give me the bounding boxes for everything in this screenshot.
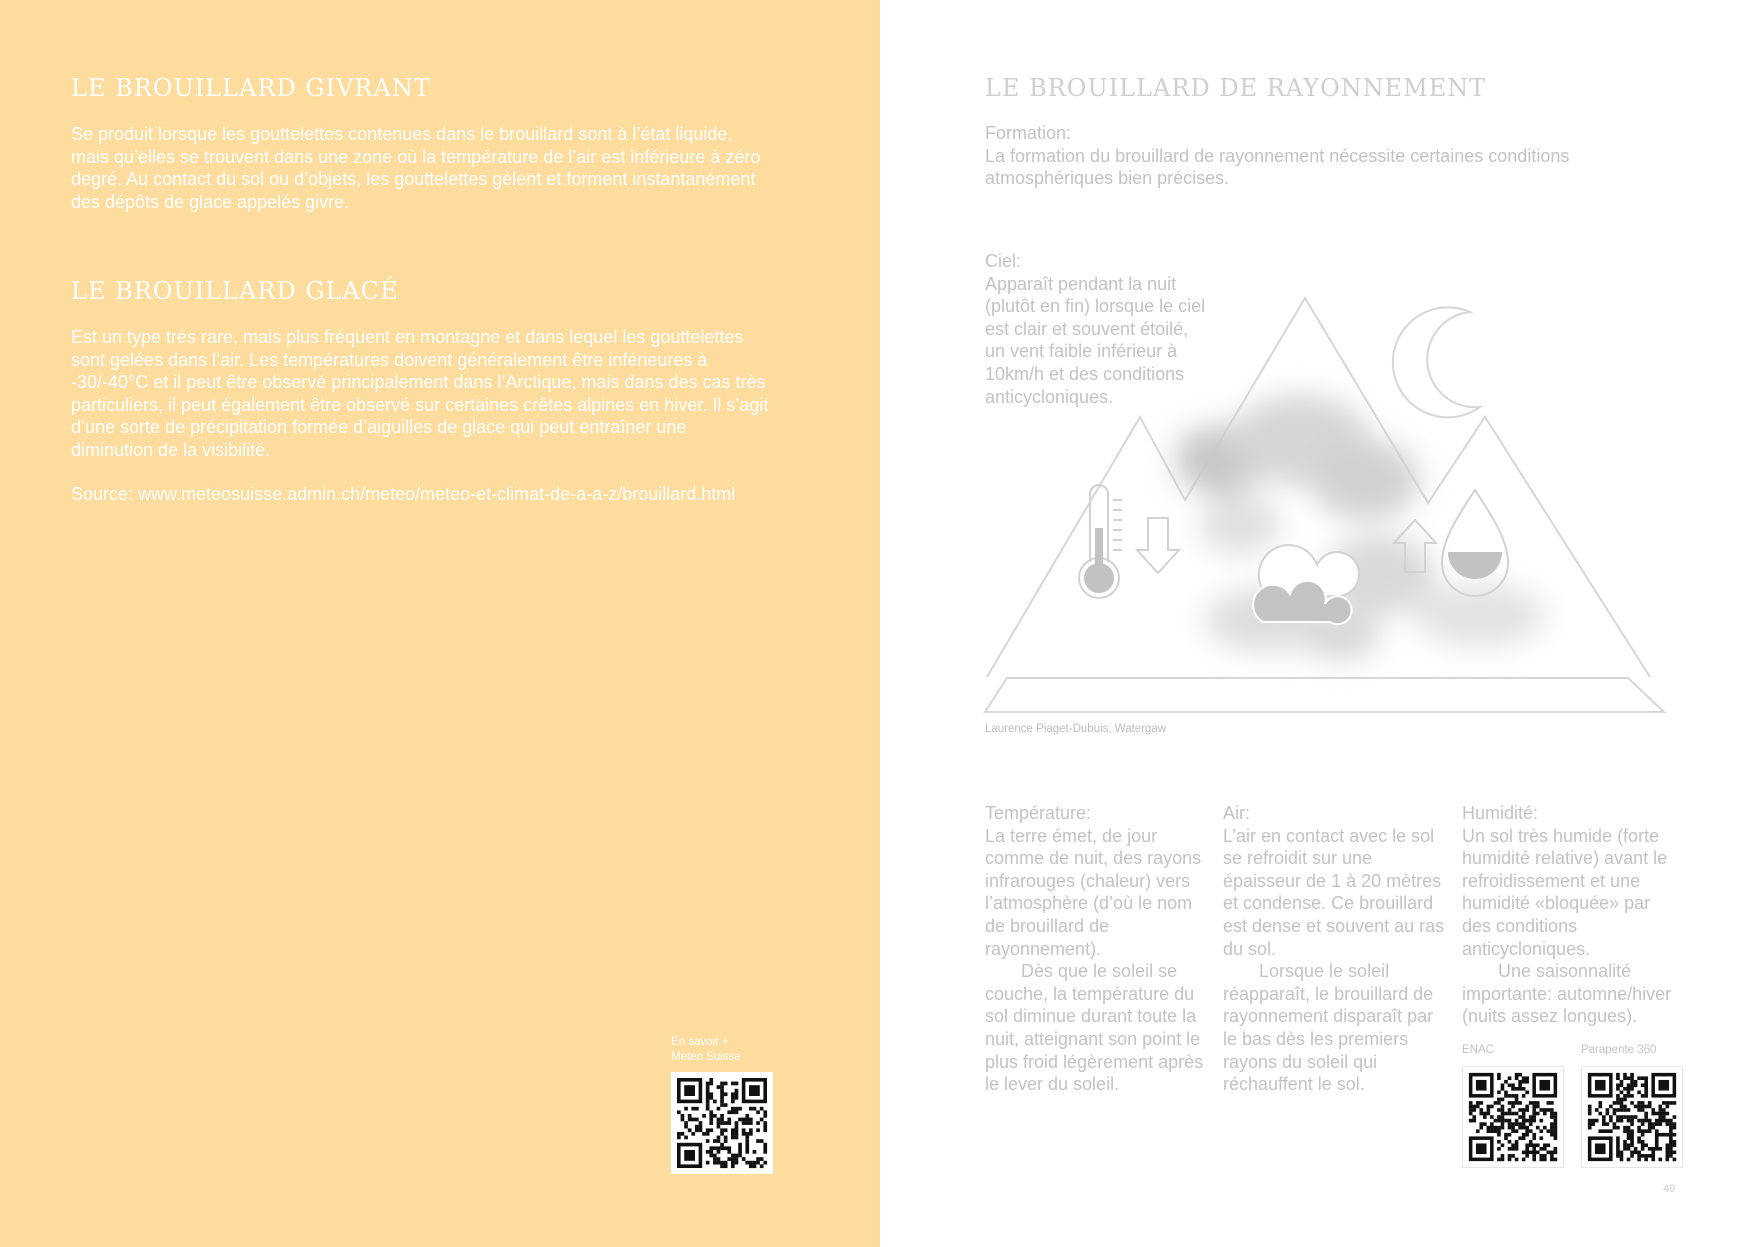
- qr-caption-line-1: En savoir +: [671, 1036, 729, 1048]
- heading-brouillard-glace: LE BROUILLARD GLACÉ: [71, 277, 399, 305]
- clouds-icon: [1253, 545, 1359, 624]
- air-text-1: L’air en contact avec le sol se refroidit sur une épaisseur de 1 à 20 mètres et condense. Ce brouillard est dense et souvent au ras du sol.: [1223, 825, 1445, 959]
- illustration-credit: Laurence Piaget-Dubuis, Watergaw: [985, 723, 1167, 735]
- qr-caption-line-2: Meteo Suisse: [671, 1051, 741, 1063]
- fog-illustration: [980, 280, 1680, 720]
- temperature-text-2: Dès que le soleil se couche, la température du sol diminue durant toute la nuit, atteignant son point le plus froid légèrement après le lever du soleil.: [985, 961, 1204, 1095]
- paragraph-glace: Est un type très rare, mais plus fréquent en montagne et dans lequel les gouttelettes sont gelées dans l’air. Les températures doivent généralement être inférieures à -30/-40°C et il peut être observé principalement dans l’Arctique, mais dans des cas très particuliers, il peut également être observé sur certaines crêtes alpines en hiver. Il s’agit d’une sorte de précipitation formée d’aiguilles de glace qui peut entraîner une diminution de la visibilité.: [71, 327, 769, 460]
- humidite-text-2: Une saisonnalité importante: automne/hiver (nuits assez longues).: [1462, 961, 1672, 1027]
- humidite-label: Humidité:: [1462, 803, 1539, 823]
- temperature-label: Température:: [985, 803, 1092, 823]
- qr-code-enac[interactable]: [1462, 1066, 1564, 1168]
- column-temperature: [985, 802, 1210, 1096]
- paragraph-givrant: Se produit lorsque les gouttelettes contenues dans le brouillard sont à l’état liquide, mais qu’elles se trouvent dans une zone où la température de l’air est inférieure à zéro degré. Au contact du sol ou d’objets, les gouttelettes gèlent et forment instantanément des dépôts de glace appelés givre.: [71, 124, 761, 212]
- qr-code-parapente[interactable]: [1581, 1066, 1683, 1168]
- source-link[interactable]: Source: www.meteosuisse.admin.ch/meteo/meteo-et-climat-de-a-a-z/brouillard.html: [71, 484, 736, 504]
- qr-code-graphic: [1463, 1067, 1563, 1167]
- air-text-2: Lorsque le soleil réapparaît, le brouillard de rayonnement disparaît par le bas dès les premiers rayons du soleil qui réchauffent le sol.: [1223, 961, 1434, 1095]
- right-page: [880, 0, 1748, 1240]
- page-number: 49: [1663, 1183, 1676, 1195]
- fog-cloud-illustration: [1175, 395, 1545, 660]
- formation-text: La formation du brouillard de rayonnement nécessite certaines conditions atmosphériques bien précises.: [985, 145, 1570, 189]
- column-air: [1223, 802, 1448, 1096]
- crescent-moon-icon: [1393, 307, 1480, 417]
- qr-caption-enac: ENAC: [1462, 1044, 1494, 1056]
- qr-code-graphic: [1582, 1067, 1682, 1167]
- thermometer-icon: [1079, 485, 1122, 598]
- heading-brouillard-givrant: LE BROUILLARD GIVRANT: [71, 74, 431, 102]
- arrow-down-icon: [1137, 518, 1179, 573]
- ciel-text: Apparaît pendant la nuit (plutôt en fin) lorsque le ciel est clair et souvent étoilé, un vent faible inférieur à 10km/h et des conditions anticycloniques.: [985, 273, 1206, 407]
- qr-caption-parapente: Parapente 360: [1581, 1044, 1657, 1056]
- heading-brouillard-rayonnement: LE BROUILLARD DE RAYONNEMENT: [985, 74, 1487, 102]
- qr-code-graphic: [671, 1072, 773, 1174]
- qr-code-meteo-suisse[interactable]: [671, 1072, 773, 1174]
- column-humidite: [1462, 802, 1682, 1028]
- temperature-text-1: La terre émet, de jour comme de nuit, des rayons infrarouges (chaleur) vers l’atmosphère (d’où le nom de brouillard de rayonnement).: [985, 825, 1202, 959]
- formation-label: Formation:: [985, 123, 1072, 143]
- water-drop-icon: [1442, 490, 1508, 596]
- air-label: Air:: [1223, 803, 1250, 823]
- ciel-label: Ciel:: [985, 251, 1022, 271]
- qr-caption-meteo: [671, 1035, 741, 1065]
- humidite-text-1: Un sol très humide (forte humidité relative) avant le refroidissement et une humidité «bloquée» par des conditions anticycloniques.: [1462, 825, 1668, 959]
- formation-block: [985, 122, 1645, 190]
